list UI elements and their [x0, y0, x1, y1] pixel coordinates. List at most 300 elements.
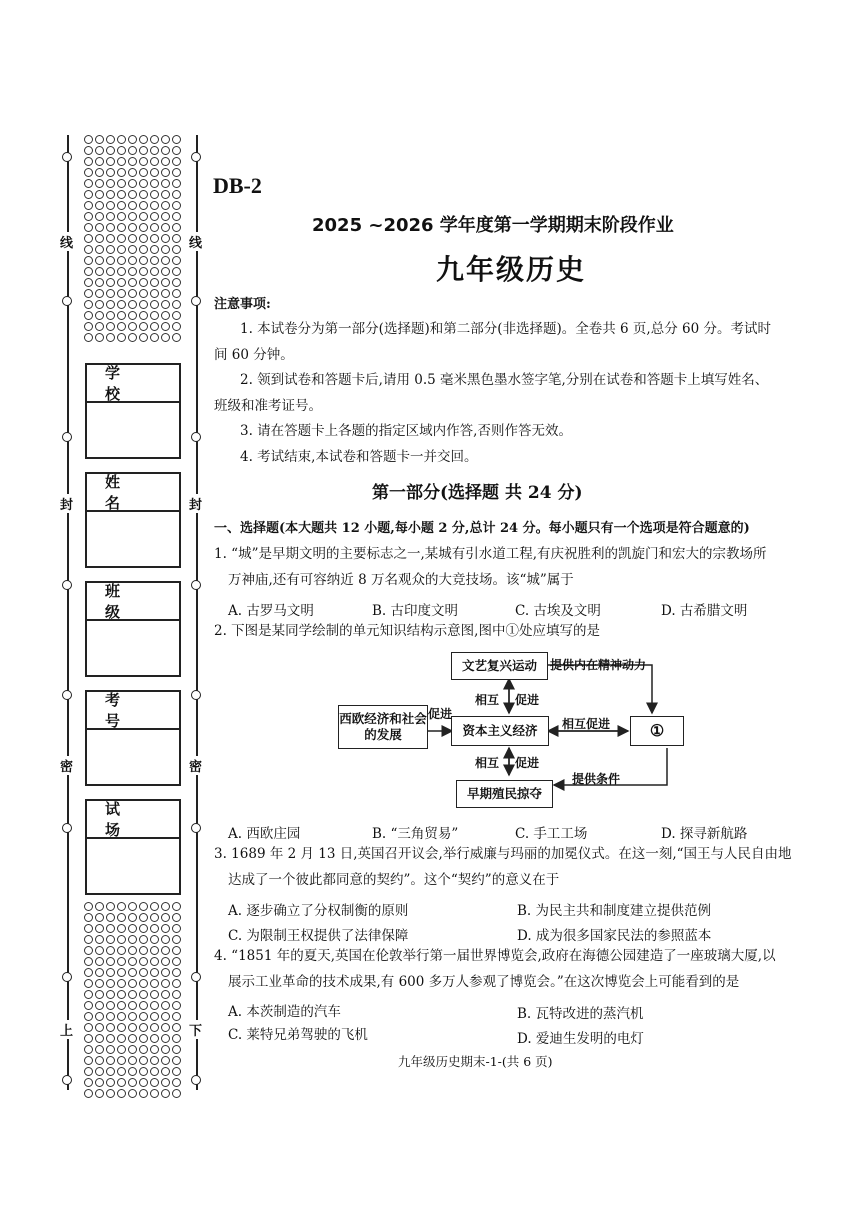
dot-mark: [128, 212, 137, 221]
seal-ring: [62, 580, 72, 590]
seal-ring: [62, 296, 72, 306]
dot-mark: [117, 979, 126, 988]
dot-mark: [139, 157, 148, 166]
dot-mark: [172, 1001, 181, 1010]
dot-mark: [95, 1078, 104, 1087]
dot-mark: [172, 1056, 181, 1065]
dot-mark: [139, 289, 148, 298]
dot-mark: [128, 1034, 137, 1043]
dot-mark: [128, 267, 137, 276]
seal-ring: [191, 1075, 201, 1085]
seal-char-mi-inner: 密: [189, 756, 202, 775]
dot-mark: [117, 946, 126, 955]
dot-mark: [95, 1089, 104, 1098]
dot-mark: [84, 201, 93, 210]
diagram-box-colonial: 早期殖民掠夺: [456, 780, 553, 808]
dot-mark: [95, 289, 104, 298]
dot-mark: [128, 201, 137, 210]
dot-mark: [106, 146, 115, 155]
dot-mark: [95, 168, 104, 177]
dot-mark: [106, 267, 115, 276]
question-2-option-c[interactable]: C. 手工工场: [515, 826, 588, 842]
class-field[interactable]: [85, 581, 181, 677]
notice-item3: 3. 请在答题卡上各题的指定区域内作答,否则作答无效。: [240, 423, 572, 439]
subject-title: 九年级历史: [436, 253, 587, 286]
dot-mark: [117, 223, 126, 232]
dot-mark: [172, 168, 181, 177]
dot-mark: [150, 322, 159, 331]
dot-mark: [150, 168, 159, 177]
dot-mark: [139, 1001, 148, 1010]
dot-mark: [172, 311, 181, 320]
dot-mark: [161, 957, 170, 966]
dot-mark: [84, 1056, 93, 1065]
dot-mark: [84, 157, 93, 166]
dot-mark: [84, 968, 93, 977]
dot-mark: [161, 234, 170, 243]
dot-mark: [150, 201, 159, 210]
question-4-line1: 4. “1851 年的夏天,英国在伦敦举行第一届世界博览会,政府在海德公园建造了一座玻璃大厦,以: [214, 948, 776, 964]
dot-mark: [150, 1023, 159, 1032]
dot-mark: [128, 979, 137, 988]
dot-mark: [117, 333, 126, 342]
dot-mark: [95, 212, 104, 221]
school-field-label: 学 校: [87, 365, 179, 403]
dot-mark: [161, 223, 170, 232]
dot-mark: [106, 190, 115, 199]
notice-item4: 4. 考试结束,本试卷和答题卡一并交回。: [240, 449, 478, 465]
dot-mark: [84, 289, 93, 298]
part1-instructions: 一、选择题(本大题共 12 小题,每小题 2 分,总计 24 分。每小题只有一个选项是符合题意的): [214, 521, 750, 536]
dot-mark: [117, 1067, 126, 1076]
dot-mark: [150, 190, 159, 199]
dot-mark: [95, 157, 104, 166]
dot-mark: [84, 1078, 93, 1087]
dot-mark: [139, 1045, 148, 1054]
dot-mark: [150, 1078, 159, 1087]
dot-mark: [172, 245, 181, 254]
dot-mark: [128, 968, 137, 977]
dot-mark: [150, 968, 159, 977]
dot-mark: [95, 924, 104, 933]
dot-mark: [128, 135, 137, 144]
dot-mark: [150, 902, 159, 911]
dot-mark: [84, 146, 93, 155]
dot-mark: [95, 201, 104, 210]
dot-mark: [106, 957, 115, 966]
dot-mark: [161, 1001, 170, 1010]
dot-mark: [128, 289, 137, 298]
question-3-option-b[interactable]: B. 为民主共和制度建立提供范例: [517, 903, 712, 919]
dot-mark: [172, 322, 181, 331]
dot-mark: [95, 223, 104, 232]
dot-mark: [128, 300, 137, 309]
dot-mark: [161, 212, 170, 221]
dot-mark: [172, 1067, 181, 1076]
question-2-option-b[interactable]: B. “三角贸易”: [372, 826, 459, 842]
dot-mark: [117, 300, 126, 309]
dot-mark: [161, 190, 170, 199]
dot-mark: [128, 1067, 137, 1076]
dot-mark: [161, 1078, 170, 1087]
dot-mark: [106, 1023, 115, 1032]
dot-mark: [128, 168, 137, 177]
dot-mark: [95, 333, 104, 342]
dot-mark: [128, 234, 137, 243]
seal-char-feng-outer: 封: [60, 494, 73, 513]
dot-mark: [139, 146, 148, 155]
dot-mark: [128, 256, 137, 265]
dot-mark: [128, 146, 137, 155]
dot-mark: [84, 979, 93, 988]
dot-mark: [128, 902, 137, 911]
dot-mark: [106, 946, 115, 955]
dot-mark: [150, 1067, 159, 1076]
question-3-option-d[interactable]: D. 成为很多国家民法的参照蓝本: [517, 928, 712, 944]
paper-code: DB-2: [213, 173, 262, 198]
dot-mark: [84, 300, 93, 309]
diagram-box-renaissance: 文艺复兴运动: [451, 652, 548, 680]
dot-mark: [128, 223, 137, 232]
dot-mark: [172, 924, 181, 933]
dot-mark: [84, 245, 93, 254]
diagram-label-conditions: 提供条件: [572, 772, 621, 786]
diagram-box-western-europe: 西欧经济和社会的发展: [338, 705, 428, 749]
dot-mark: [139, 946, 148, 955]
dot-mark: [106, 278, 115, 287]
dot-mark: [139, 223, 148, 232]
dot-mark: [150, 1001, 159, 1010]
seal-ring: [191, 296, 201, 306]
school-field[interactable]: [85, 363, 181, 459]
dot-mark: [128, 190, 137, 199]
dot-mark: [128, 311, 137, 320]
dot-mark: [172, 289, 181, 298]
name-field[interactable]: [85, 472, 181, 568]
dot-mark: [172, 212, 181, 221]
dot-mark: [161, 1023, 170, 1032]
exam-room-field[interactable]: [85, 799, 181, 895]
question-4-option-d[interactable]: D. 爱迪生发明的电灯: [517, 1031, 644, 1047]
dot-mark: [95, 322, 104, 331]
dot-mark: [84, 190, 93, 199]
dot-mark: [161, 289, 170, 298]
seal-ring: [191, 690, 201, 700]
dot-mark: [84, 322, 93, 331]
dot-mark: [95, 1067, 104, 1076]
dot-mark: [128, 924, 137, 933]
dot-mark: [95, 190, 104, 199]
dot-mark: [106, 902, 115, 911]
dot-mark: [128, 1089, 137, 1098]
dot-mark: [95, 968, 104, 977]
dot-mark: [117, 256, 126, 265]
dot-mark: [161, 146, 170, 155]
dot-mark: [106, 289, 115, 298]
dot-mark: [161, 946, 170, 955]
dot-mark: [172, 234, 181, 243]
dot-mark: [139, 1056, 148, 1065]
diagram-label-mutual-promote: 相互促进: [562, 717, 611, 731]
dot-mark: [84, 1045, 93, 1054]
dot-mark: [161, 311, 170, 320]
dot-mark: [139, 135, 148, 144]
dot-mark: [139, 979, 148, 988]
dot-mark: [150, 957, 159, 966]
dot-mark: [84, 990, 93, 999]
dot-mark: [139, 1023, 148, 1032]
dot-mark: [84, 1089, 93, 1098]
dot-mark: [84, 135, 93, 144]
dot-mark: [172, 1078, 181, 1087]
question-2-option-a[interactable]: A. 西欧庄园: [228, 826, 301, 842]
dot-mark: [161, 1012, 170, 1021]
dot-mark: [150, 179, 159, 188]
dot-mark: [150, 1034, 159, 1043]
dot-mark: [117, 311, 126, 320]
dot-mark: [161, 979, 170, 988]
dot-mark: [150, 223, 159, 232]
dot-mark: [161, 913, 170, 922]
question-1-line2: 万神庙,还有可容纳近 8 万名观众的大竞技场。该“城”属于: [228, 572, 574, 588]
dot-mark: [84, 311, 93, 320]
seal-char-xia: 下: [189, 1020, 202, 1039]
dot-mark: [95, 267, 104, 276]
dot-mark: [172, 179, 181, 188]
dot-mark: [128, 1056, 137, 1065]
dot-mark: [161, 935, 170, 944]
diagram-label-spirit: 提供内在精神动力: [550, 658, 647, 672]
dot-mark: [106, 311, 115, 320]
dot-mark: [84, 267, 93, 276]
dot-mark: [161, 256, 170, 265]
dot-mark: [106, 1067, 115, 1076]
diagram-label-promote-top: 促进: [515, 693, 540, 707]
dot-mark: [117, 157, 126, 166]
dot-mark: [161, 1067, 170, 1076]
dot-mark: [172, 146, 181, 155]
dot-mark: [117, 289, 126, 298]
dot-mark: [150, 913, 159, 922]
dot-mark: [172, 946, 181, 955]
dot-mark: [161, 990, 170, 999]
dot-mark: [139, 1067, 148, 1076]
dot-mark: [84, 902, 93, 911]
dot-mark: [150, 212, 159, 221]
dot-mark: [172, 1023, 181, 1032]
seal-char-feng-inner: 封: [189, 494, 202, 513]
question-3-option-a[interactable]: A. 逐步确立了分权制衡的原则: [228, 903, 409, 919]
dot-mark: [150, 289, 159, 298]
dot-mark: [106, 924, 115, 933]
dot-mark: [117, 190, 126, 199]
dot-mark: [172, 935, 181, 944]
dot-mark: [150, 1056, 159, 1065]
notice-item2-line1: 2. 领到试卷和答题卡后,请用 0.5 毫米黑色墨水签字笔,分别在试卷和答题卡上填写姓名、: [240, 372, 769, 388]
dot-mark: [128, 1045, 137, 1054]
dot-mark: [128, 913, 137, 922]
notice-item1-line1: 1. 本试卷分为第一部分(选择题)和第二部分(非选择题)。全卷共 6 页,总分 60 分。考试时: [240, 321, 771, 337]
dot-mark: [172, 157, 181, 166]
dot-mark: [106, 968, 115, 977]
dot-mark: [117, 1045, 126, 1054]
question-3-option-c[interactable]: C. 为限制王权提供了法律保障: [228, 928, 409, 944]
name-field-label: 姓 名: [87, 474, 179, 512]
dot-mark: [117, 924, 126, 933]
dot-mark: [139, 300, 148, 309]
dot-mark: [95, 902, 104, 911]
dot-mark: [172, 278, 181, 287]
dot-mark: [150, 1089, 159, 1098]
dot-mark: [84, 179, 93, 188]
dot-mark: [161, 1089, 170, 1098]
dot-mark: [128, 333, 137, 342]
question-3-line1: 3. 1689 年 2 月 13 日,英国召开议会,举行威廉与玛丽的加冕仪式。在这一刻,“国王与人民自由地: [214, 846, 792, 862]
dot-mark: [106, 201, 115, 210]
question-1-line1: 1. “城”是早期文明的主要标志之一,某城有引水道工程,有庆祝胜利的凯旋门和宏大的宗教场所: [214, 546, 767, 562]
dot-mark: [84, 1012, 93, 1021]
dot-mark: [172, 913, 181, 922]
dot-mark: [95, 957, 104, 966]
diagram-label-mutual-bottom: 相互: [475, 756, 500, 770]
dot-mark: [117, 245, 126, 254]
dot-mark: [106, 256, 115, 265]
diagram-box-capitalism: 资本主义经济: [451, 716, 549, 746]
question-1-option-a[interactable]: A. 古罗马文明: [228, 603, 314, 619]
dot-mark: [106, 223, 115, 232]
dot-mark: [150, 935, 159, 944]
dot-mark: [128, 1023, 137, 1032]
question-2-option-d[interactable]: D. 探寻新航路: [661, 826, 748, 842]
dot-mark: [139, 957, 148, 966]
dot-mark: [95, 278, 104, 287]
dot-mark: [95, 1012, 104, 1021]
dot-mark: [95, 311, 104, 320]
question-4-option-a[interactable]: A. 本茨制造的汽车: [228, 1004, 341, 1020]
dot-mark: [84, 935, 93, 944]
question-1-option-c[interactable]: C. 古埃及文明: [515, 603, 601, 619]
dot-mark: [161, 278, 170, 287]
dot-mark: [150, 135, 159, 144]
dot-mark: [95, 245, 104, 254]
dot-mark: [150, 333, 159, 342]
dot-mark: [150, 245, 159, 254]
dot-mark: [139, 968, 148, 977]
dot-mark: [106, 1078, 115, 1087]
question-4-option-c[interactable]: C. 莱特兄弟驾驶的飞机: [228, 1027, 368, 1043]
dot-mark: [117, 201, 126, 210]
dot-mark: [128, 935, 137, 944]
dot-mark: [172, 223, 181, 232]
dot-mark: [139, 234, 148, 243]
dot-mark: [150, 1012, 159, 1021]
dot-mark: [84, 1067, 93, 1076]
dot-mark: [139, 935, 148, 944]
dot-mark: [95, 300, 104, 309]
dot-mark: [161, 168, 170, 177]
dot-mark: [106, 979, 115, 988]
dot-mark: [172, 1012, 181, 1021]
dot-mark: [139, 245, 148, 254]
dot-mark: [161, 300, 170, 309]
dot-mark: [128, 157, 137, 166]
dot-mark: [84, 234, 93, 243]
seal-ring: [62, 152, 72, 162]
dot-mark: [161, 135, 170, 144]
dot-mark: [106, 322, 115, 331]
question-4-option-b[interactable]: B. 瓦特改进的蒸汽机: [517, 1006, 644, 1022]
dot-mark: [84, 913, 93, 922]
dot-mark: [117, 1078, 126, 1087]
dot-mark: [161, 157, 170, 166]
dot-mark: [161, 968, 170, 977]
dot-mark: [95, 913, 104, 922]
dot-mark: [117, 1023, 126, 1032]
dot-mark: [150, 256, 159, 265]
exam-number-field[interactable]: [85, 690, 181, 786]
outer-seal-line: [67, 135, 69, 1090]
seal-ring: [62, 432, 72, 442]
dot-mark: [95, 1034, 104, 1043]
dot-mark: [117, 1056, 126, 1065]
dot-mark: [139, 201, 148, 210]
dot-mark: [139, 179, 148, 188]
dot-mark: [139, 190, 148, 199]
dot-mark: [139, 1089, 148, 1098]
dot-mark: [95, 256, 104, 265]
dot-mark: [139, 311, 148, 320]
question-1-option-b[interactable]: B. 古印度文明: [372, 603, 459, 619]
dot-mark: [106, 168, 115, 177]
dot-mark: [95, 1045, 104, 1054]
dot-mark: [106, 1056, 115, 1065]
dot-mark: [128, 322, 137, 331]
dot-mark: [117, 1012, 126, 1021]
dot-mark: [106, 1089, 115, 1098]
dot-mark: [139, 256, 148, 265]
exam-number-field-label: 考 号: [87, 692, 179, 730]
dot-pattern-top: [84, 135, 183, 344]
notice-item2-line2: 班级和准考证号。: [214, 398, 322, 414]
dot-mark: [106, 157, 115, 166]
dot-mark: [84, 256, 93, 265]
dot-mark: [106, 1045, 115, 1054]
seal-ring: [191, 432, 201, 442]
dot-mark: [161, 179, 170, 188]
dot-mark: [172, 201, 181, 210]
dot-mark: [95, 935, 104, 944]
dot-mark: [150, 1045, 159, 1054]
question-1-option-d[interactable]: D. 古希腊文明: [661, 603, 748, 619]
dot-mark: [128, 957, 137, 966]
dot-mark: [172, 902, 181, 911]
dot-mark: [95, 1056, 104, 1065]
dot-mark: [139, 990, 148, 999]
dot-mark: [172, 968, 181, 977]
dot-mark: [161, 1056, 170, 1065]
dot-mark: [84, 1001, 93, 1010]
dot-mark: [95, 234, 104, 243]
seal-char-xian-inner: 线: [189, 232, 202, 251]
dot-mark: [128, 990, 137, 999]
dot-mark: [128, 278, 137, 287]
dot-mark: [84, 278, 93, 287]
dot-mark: [161, 902, 170, 911]
dot-mark: [172, 1045, 181, 1054]
dot-mark: [139, 1078, 148, 1087]
dot-mark: [117, 1034, 126, 1043]
dot-mark: [117, 267, 126, 276]
